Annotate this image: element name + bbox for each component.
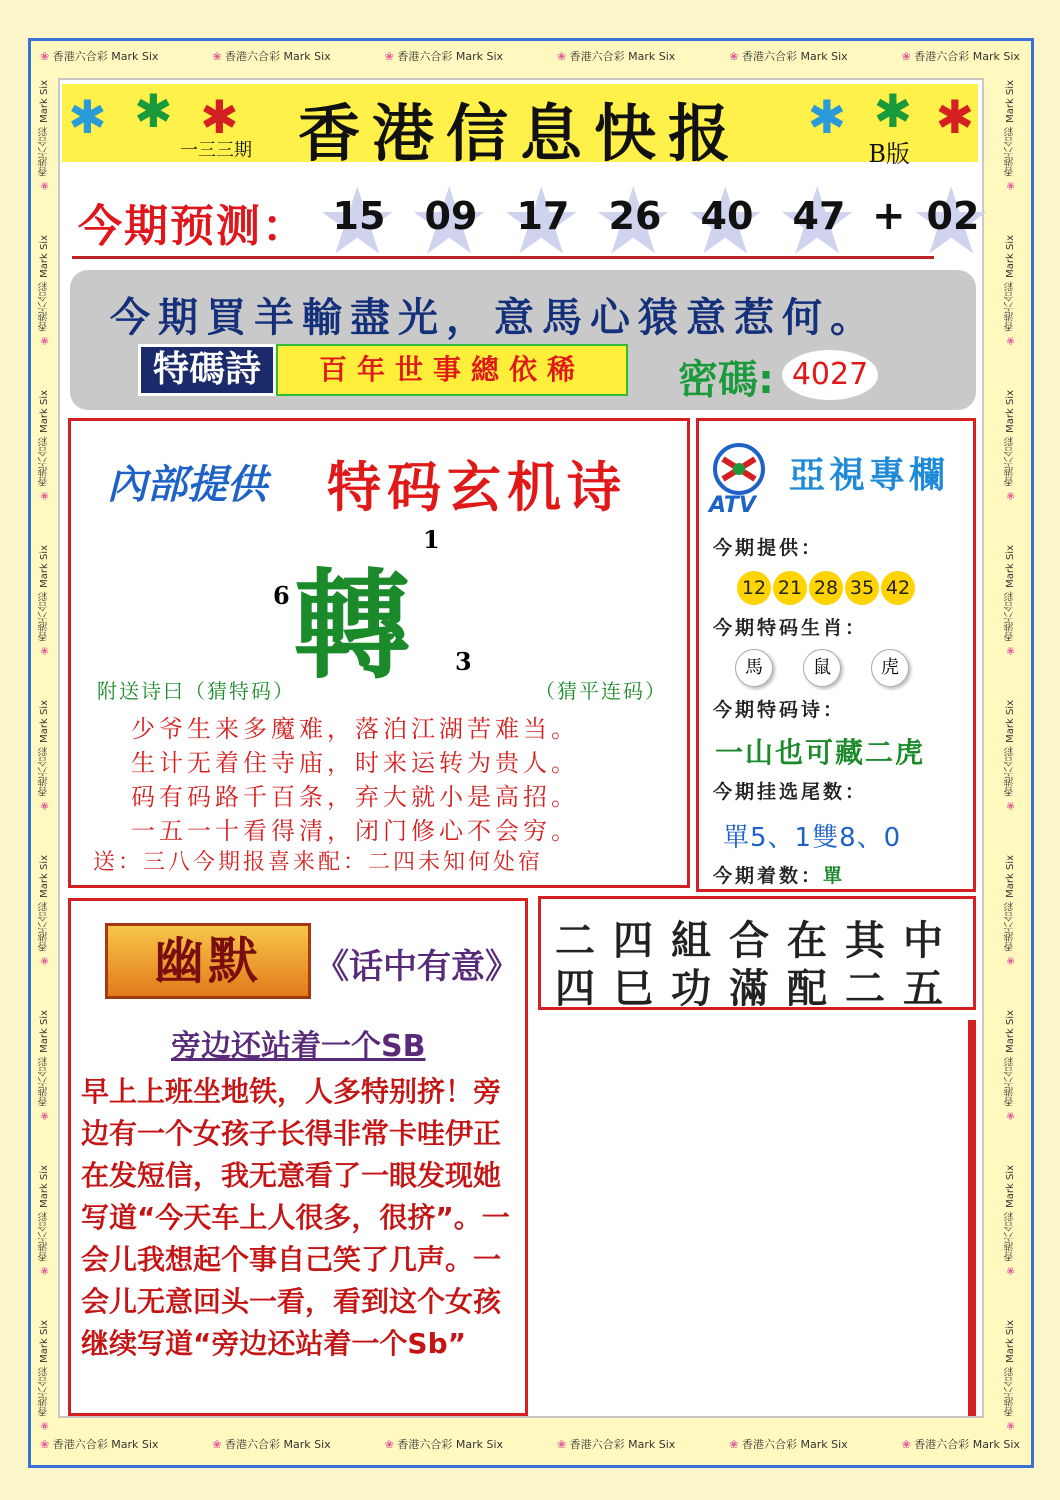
forecast-numbers — [320, 186, 992, 246]
watermark-top: ❀ 香港六合彩 Mark Six ❀ 香港六合彩 Mark Six ❀ 香港六合彩 Mark Six ❀ 香港六合彩 Mark Six ❀ 香港六合彩 Mark Six ❀ 香港六合彩 Mark Six — [40, 48, 1020, 64]
tail-numbers: 單5、1雙8、0 — [723, 823, 902, 853]
special-code-banner — [70, 270, 976, 410]
code-label: 密碼: — [678, 357, 774, 403]
note-left: 附送诗曰（猜特码） — [97, 679, 295, 703]
forecast-number: ★ 17 — [504, 186, 582, 246]
number-ball: 21 — [773, 571, 807, 605]
forecast-label: 今期预测： — [78, 201, 308, 252]
poem-send-line: 送：三八今期报喜来配：二四未知何处宿 — [93, 850, 544, 875]
star-icon: ✱ — [873, 84, 912, 138]
poem-text: 百年世事總依稀 — [276, 344, 628, 396]
number-ball: 35 — [845, 571, 879, 605]
combo-line: 四巳功滿配二五 — [555, 965, 961, 1012]
forecast-number: ★ 40 — [688, 186, 766, 246]
hint-number-top: 1 — [423, 525, 440, 554]
humor-subtitle: 《话中有意》 — [315, 947, 519, 987]
watermark-bottom: ❀ 香港六合彩 Mark Six ❀ 香港六合彩 Mark Six ❀ 香港六合彩 Mark Six ❀ 香港六合彩 Mark Six ❀ 香港六合彩 Mark Six ❀ 香港六合彩 Mark Six — [40, 1436, 1020, 1452]
banner-verse: 今期買羊輸盡光，意馬心猿意惹何。 — [110, 295, 878, 341]
edition-label: B版 — [868, 140, 910, 168]
count-label: 今期着数： — [713, 865, 824, 887]
hint-number-bottom: 3 — [455, 647, 472, 676]
forecast-number: ★ 26 — [596, 186, 674, 246]
zodiac-label: 今期特码生肖： — [713, 617, 868, 639]
star-icon: ✱ — [68, 90, 107, 144]
forecast-number: ★ 47 — [780, 186, 858, 246]
count-row — [713, 861, 845, 888]
provide-numbers — [737, 571, 915, 605]
humor-story: 早上上班坐地铁，人多特别挤！旁边有一个女孩子长得非常卡哇伊正在发短信，我无意看了一眼发现她写道“今天车上人很多，很挤”。一会儿我想起个事自己笑了几声。一会儿无意回头一看，看到这个女孩继续写道“旁边还站着一个Sb” — [81, 1075, 510, 1360]
forecast-number: ★ 09 — [412, 186, 490, 246]
watermark-left: ❀ 香港六合彩 Mark Six ❀ 香港六合彩 Mark Six ❀ 香港六合彩 Mark Six ❀ 香港六合彩 Mark Six ❀ 香港六合彩 Mark Six ❀ 香港六合彩 Mark Six ❀ 香港六合彩 Mark Six ❀ 香港六合彩 Mark Six ❀ 香港六合彩 Mark Six — [34, 80, 54, 1430]
divider — [72, 256, 934, 259]
header-banner — [62, 84, 978, 170]
number-ball: 12 — [737, 571, 771, 605]
atv-title: 亞視專欄 — [789, 454, 950, 496]
divider — [968, 1020, 976, 1416]
provider-label: 內部提供 — [107, 462, 267, 508]
forecast-row — [62, 172, 978, 260]
hint-number-left: 6 — [273, 581, 290, 610]
forecast-number: ★ 15 — [320, 186, 398, 246]
poem-label: 特碼詩 — [138, 344, 276, 396]
riddle-character: 轉 — [293, 556, 412, 695]
atv-poem: 一山也可藏二虎 — [715, 736, 926, 769]
poem-line: 一五一十看得清，闭门修心不会穷。 — [131, 817, 579, 845]
atv-logo-icon — [713, 443, 765, 495]
provide-label: 今期提供： — [713, 537, 824, 559]
issue-number: 一三三期 — [180, 140, 252, 161]
poem-line: 少爷生来多魔难，落泊江湖苦难当。 — [131, 715, 579, 743]
zodiac-badge: 虎 — [871, 649, 909, 687]
zodiac-badge: 馬 — [735, 649, 773, 687]
humor-badge: 幽默 — [105, 923, 311, 999]
star-icon: ✱ — [807, 90, 846, 144]
number-ball: 28 — [809, 571, 843, 605]
poem-line: 码有码路千百条，弃大就小是高招。 — [131, 783, 579, 811]
number-ball: 42 — [881, 571, 915, 605]
note-right: （猜平连码） — [535, 679, 667, 703]
zodiac-badge: 鼠 — [803, 649, 841, 687]
count-value: 單 — [823, 865, 846, 887]
watermark-right: ❀ 香港六合彩 Mark Six ❀ 香港六合彩 Mark Six ❀ 香港六合彩 Mark Six ❀ 香港六合彩 Mark Six ❀ 香港六合彩 Mark Six ❀ 香港六合彩 Mark Six ❀ 香港六合彩 Mark Six ❀ 香港六合彩 Mark Six ❀ 香港六合彩 Mark Six — [1000, 80, 1020, 1430]
poem-line: 生计无着住寺庙，时来运转为贵人。 — [131, 749, 579, 777]
atv-logo-text: ATV — [709, 493, 756, 518]
mystery-poem-box — [68, 418, 690, 888]
atv-column — [696, 418, 976, 892]
star-icon: ✱ — [134, 84, 173, 138]
code-value: 4027 — [782, 350, 878, 400]
humor-title: 旁边还站着一个SB — [171, 1029, 426, 1064]
star-icon: ✱ — [935, 90, 974, 144]
combo-line: 二四組合在其中 — [555, 917, 961, 964]
zodiac-list — [735, 649, 909, 687]
plus-sign: + — [872, 193, 906, 239]
star-icon: ✱ — [200, 90, 239, 144]
humor-box — [68, 898, 528, 1416]
page-title: 香港信息快报 — [297, 97, 742, 170]
combo-verse-box — [538, 896, 976, 1010]
forecast-special-number: ★ 02 — [914, 186, 992, 246]
tail-label: 今期挂选尾数： — [713, 781, 868, 803]
poem-box-title: 特码玄机诗 — [327, 455, 627, 519]
atv-poem-label: 今期特码诗： — [713, 699, 846, 721]
